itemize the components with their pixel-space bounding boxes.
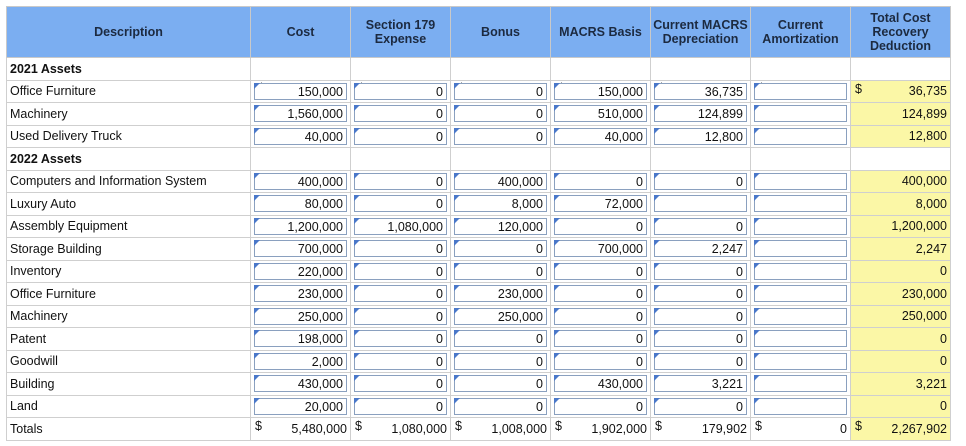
header-macrs-basis: MACRS Basis [551,7,651,58]
total-recovery-cell [851,373,951,396]
total-recovery-value: 36,735 [908,84,947,99]
cost-cell [251,125,351,148]
macrs-basis-cell [551,260,651,283]
current-macrs-input[interactable]: 124,899 [654,105,747,122]
asset-description: Used Delivery Truck [7,125,251,148]
table-row [7,170,951,193]
section179-input[interactable]: 1,080,000 [354,218,447,235]
cost-cell [251,328,351,351]
bonus-cell [451,395,551,418]
current-amortization-cell [751,350,851,373]
current-macrs-cell [651,395,751,418]
section179-cell [351,350,451,373]
total-recovery-value: 0 [940,354,947,369]
bonus-input[interactable]: 8,000 [454,195,547,212]
total-recovery-cell [851,103,951,126]
current-amortization-cell [751,103,851,126]
macrs-basis-input[interactable]: 0 [554,173,647,190]
total-recovery-cell [851,215,951,238]
asset-description: Inventory [7,260,251,283]
total-macrs-basis [551,418,651,441]
current-macrs-input[interactable]: 2,247 [654,240,747,257]
header-current-macrs: Current MACRS Depreciation [651,7,751,58]
current-macrs-input[interactable]: 0 [654,218,747,235]
cost-input[interactable]: 2,000 [254,353,347,370]
macrs-basis-input[interactable]: 72,000 [554,195,647,212]
total-cost [251,418,351,441]
section179-input[interactable]: 0 [354,353,447,370]
cost-input[interactable]: 40,000 [254,128,347,145]
asset-description: Computers and Information System [7,170,251,193]
cost-cell [251,238,351,261]
macrs-basis-cell [551,193,651,216]
section179-input[interactable]: 0 [354,128,447,145]
bonus-cell [451,80,551,103]
section179-cell [351,260,451,283]
section179-cell [351,193,451,216]
current-amortization-cell [751,193,851,216]
macrs-basis-input[interactable]: 0 [554,285,647,302]
current-macrs-cell [651,103,751,126]
table-row [7,305,951,328]
current-amortization-cell [751,170,851,193]
section179-input[interactable]: 0 [354,375,447,392]
total-recovery-cell [851,125,951,148]
asset-description: Storage Building [7,238,251,261]
total-recovery-cell [851,350,951,373]
section179-input[interactable]: 0 [354,240,447,257]
section179-input[interactable]: 0 [354,173,447,190]
current-amortization-cell [751,260,851,283]
section-label-2021: 2021 Assets [7,58,251,81]
asset-description: Office Furniture [7,283,251,306]
cost-cell [251,170,351,193]
current-macrs-cell [651,283,751,306]
header-section179: Section 179 Expense [351,7,451,58]
total-section179-value: 1,080,000 [391,422,447,436]
cost-input[interactable]: 1,200,000 [254,218,347,235]
current-amortization-cell [751,215,851,238]
header-cost: Cost [251,7,351,58]
macrs-basis-cell [551,395,651,418]
asset-description: Machinery [7,305,251,328]
currency-symbol: $ [855,81,862,96]
bonus-cell [451,373,551,396]
currency-symbol: $ [755,419,762,433]
current-amortization-input[interactable] [754,83,847,100]
cost-cell [251,395,351,418]
macrs-basis-input[interactable]: 0 [554,263,647,280]
bonus-cell [451,125,551,148]
cost-input[interactable]: 1,560,000 [254,105,347,122]
section179-input[interactable]: 0 [354,330,447,347]
bonus-input[interactable]: 0 [454,128,547,145]
header-bonus: Bonus [451,7,551,58]
cost-cell [251,260,351,283]
total-section179 [351,418,451,441]
macrs-basis-cell [551,170,651,193]
bonus-input[interactable]: 0 [454,375,547,392]
section179-input[interactable]: 0 [354,83,447,100]
section179-cell [351,283,451,306]
total-recovery-value: 230,000 [901,286,947,301]
asset-description: Assembly Equipment [7,215,251,238]
asset-description: Building [7,373,251,396]
current-amortization-input[interactable] [754,330,847,347]
current-macrs-input[interactable]: 0 [654,263,747,280]
current-amortization-cell [751,395,851,418]
asset-description: Luxury Auto [7,193,251,216]
currency-symbol: $ [355,419,362,433]
table-row [7,80,951,103]
total-cost-value: 5,480,000 [291,422,347,436]
bonus-cell [451,283,551,306]
header-row [7,7,951,58]
total-recovery-cell [851,283,951,306]
bonus-cell [451,305,551,328]
total-recovery-value: 250,000 [901,309,947,324]
macrs-basis-cell [551,215,651,238]
table-row [7,215,951,238]
cost-input[interactable]: 230,000 [254,285,347,302]
asset-description: Land [7,395,251,418]
totals-label: Totals [7,418,251,441]
current-macrs-input[interactable]: 0 [654,173,747,190]
bonus-input[interactable]: 0 [454,398,547,415]
macrs-basis-input[interactable]: 430,000 [554,375,647,392]
current-amortization-input[interactable] [754,375,847,392]
total-recovery-cell [851,260,951,283]
bonus-input[interactable]: 0 [454,353,547,370]
cost-input[interactable]: 220,000 [254,263,347,280]
current-macrs-input[interactable]: 12,800 [654,128,747,145]
macrs-basis-cell [551,103,651,126]
macrs-basis-input[interactable]: 0 [554,330,647,347]
total-recovery-value: 400,000 [901,174,947,189]
current-amortization-input[interactable] [754,308,847,325]
header-current-amortization: Current Amortization [751,7,851,58]
asset-description: Patent [7,328,251,351]
current-macrs-cell [651,328,751,351]
cost-input[interactable]: 20,000 [254,398,347,415]
cost-input[interactable]: 198,000 [254,330,347,347]
section-row-2021 [7,58,951,81]
table-row [7,103,951,126]
section179-input[interactable]: 0 [354,285,447,302]
table-row [7,193,951,216]
asset-description: Machinery [7,103,251,126]
current-macrs-input[interactable]: 0 [654,308,747,325]
total-current-amortization-value: 0 [840,422,847,436]
bonus-input[interactable]: 0 [454,105,547,122]
table-row [7,125,951,148]
macrs-basis-cell [551,350,651,373]
current-macrs-cell [651,215,751,238]
cost-input[interactable]: 700,000 [254,240,347,257]
current-amortization-cell [751,125,851,148]
total-recovery-value: 8,000 [915,196,947,211]
total-recovery-value: 2,247 [915,241,947,256]
macrs-basis-cell [551,373,651,396]
table-row [7,283,951,306]
current-macrs-cell [651,170,751,193]
section179-cell [351,125,451,148]
section179-cell [351,395,451,418]
bonus-input[interactable]: 250,000 [454,308,547,325]
bonus-cell [451,238,551,261]
cost-cell [251,373,351,396]
bonus-cell [451,260,551,283]
current-amortization-input[interactable] [754,173,847,190]
total-recovery-cell [851,193,951,216]
macrs-basis-cell [551,328,651,351]
macrs-basis-input[interactable]: 150,000 [554,83,647,100]
total-recovery-cell [851,170,951,193]
currency-symbol: $ [255,419,262,433]
asset-description: Office Furniture [7,80,251,103]
cost-input[interactable]: 250,000 [254,308,347,325]
macrs-basis-input[interactable]: 0 [554,353,647,370]
current-amortization-cell [751,80,851,103]
bonus-input[interactable]: 0 [454,240,547,257]
current-amortization-cell [751,238,851,261]
current-macrs-cell [651,260,751,283]
macrs-basis-input[interactable]: 40,000 [554,128,647,145]
totals-row [7,418,951,441]
rows-2022 [7,170,951,418]
bonus-cell [451,328,551,351]
cost-cell [251,215,351,238]
current-amortization-input[interactable] [754,398,847,415]
section179-cell [351,238,451,261]
header-description: Description [7,7,251,58]
current-amortization-cell [751,328,851,351]
total-recovery-value: 3,221 [915,376,947,391]
section179-input[interactable]: 0 [354,105,447,122]
current-macrs-cell [651,80,751,103]
current-amortization-input[interactable] [754,240,847,257]
current-macrs-input[interactable]: 0 [654,330,747,347]
table-row [7,373,951,396]
section179-cell [351,103,451,126]
table-row [7,328,951,351]
current-amortization-input[interactable] [754,105,847,122]
total-recovery-cell [851,395,951,418]
current-amortization-cell [751,283,851,306]
currency-symbol: $ [455,419,462,433]
total-recovery-value: 0 [940,331,947,346]
section179-cell [351,170,451,193]
current-macrs-input[interactable]: 0 [654,398,747,415]
cost-cell [251,103,351,126]
current-amortization-input[interactable] [754,353,847,370]
section179-input[interactable]: 0 [354,195,447,212]
total-recovery-cell [851,305,951,328]
macrs-basis-cell [551,125,651,148]
section-row-2022 [7,148,951,171]
macrs-basis-input[interactable]: 0 [554,398,647,415]
cost-cell [251,283,351,306]
section179-cell [351,328,451,351]
total-recovery-value: 12,800 [908,129,947,144]
cost-input[interactable]: 430,000 [254,375,347,392]
macrs-basis-cell [551,80,651,103]
total-current-amortization [751,418,851,441]
macrs-basis-cell [551,283,651,306]
current-macrs-cell [651,125,751,148]
cost-cell [251,193,351,216]
table-row [7,238,951,261]
cost-cell [251,305,351,328]
total-recovery-cell [851,328,951,351]
current-amortization-cell [751,305,851,328]
cost-input[interactable]: 80,000 [254,195,347,212]
total-bonus-value: 1,008,000 [491,422,547,436]
current-macrs-cell [651,238,751,261]
bonus-input[interactable]: 120,000 [454,218,547,235]
current-macrs-input[interactable]: 36,735 [654,83,747,100]
total-current-macrs-value: 179,902 [701,422,747,436]
macrs-basis-input[interactable]: 0 [554,218,647,235]
asset-description: Goodwill [7,350,251,373]
section179-cell [351,373,451,396]
current-amortization-input[interactable] [754,218,847,235]
macrs-basis-input[interactable]: 510,000 [554,105,647,122]
current-macrs-input[interactable] [654,195,747,212]
section-label-2022: 2022 Assets [7,148,251,171]
macrs-basis-input[interactable]: 700,000 [554,240,647,257]
total-current-macrs [651,418,751,441]
current-amortization-input[interactable] [754,263,847,280]
macrs-basis-cell [551,305,651,328]
current-macrs-cell [651,305,751,328]
total-recovery-cell [851,238,951,261]
table-row [7,260,951,283]
total-recovery-value: 124,899 [901,106,947,121]
current-amortization-input[interactable] [754,128,847,145]
total-recovery-value: 0 [940,399,947,414]
bonus-cell [451,350,551,373]
total-recovery [851,418,951,441]
section179-input[interactable]: 0 [354,398,447,415]
bonus-input[interactable]: 0 [454,263,547,280]
currency-symbol: $ [655,419,662,433]
cost-recovery-table [6,6,951,441]
currency-symbol: $ [555,419,562,433]
section179-cell [351,305,451,328]
current-macrs-cell [651,193,751,216]
macrs-basis-cell [551,238,651,261]
rows-2021 [7,80,951,148]
total-bonus [451,418,551,441]
total-recovery-value: 2,267,902 [891,422,947,436]
bonus-input[interactable]: 230,000 [454,285,547,302]
total-recovery-value: 1,200,000 [891,219,947,234]
current-macrs-input[interactable]: 0 [654,285,747,302]
header-total-recovery: Total Cost Recovery Deduction [851,7,951,58]
cost-cell [251,80,351,103]
cost-cell [251,350,351,373]
current-macrs-cell [651,350,751,373]
current-macrs-cell [651,373,751,396]
total-recovery-value: 0 [940,264,947,279]
bonus-cell [451,170,551,193]
total-recovery-cell [851,80,951,103]
bonus-input[interactable]: 400,000 [454,173,547,190]
bonus-input[interactable]: 0 [454,330,547,347]
cost-input[interactable]: 400,000 [254,173,347,190]
section179-cell [351,80,451,103]
table-row [7,395,951,418]
current-amortization-input[interactable] [754,285,847,302]
bonus-cell [451,193,551,216]
current-amortization-cell [751,373,851,396]
section179-input[interactable]: 0 [354,308,447,325]
bonus-cell [451,215,551,238]
cost-input[interactable]: 150,000 [254,83,347,100]
current-macrs-input[interactable]: 0 [654,353,747,370]
total-macrs-basis-value: 1,902,000 [591,422,647,436]
currency-symbol: $ [855,419,862,433]
macrs-basis-input[interactable]: 0 [554,308,647,325]
section179-cell [351,215,451,238]
bonus-cell [451,103,551,126]
table-row [7,350,951,373]
bonus-input[interactable]: 0 [454,83,547,100]
section179-input[interactable]: 0 [354,263,447,280]
current-amortization-input[interactable] [754,195,847,212]
current-macrs-input[interactable]: 3,221 [654,375,747,392]
